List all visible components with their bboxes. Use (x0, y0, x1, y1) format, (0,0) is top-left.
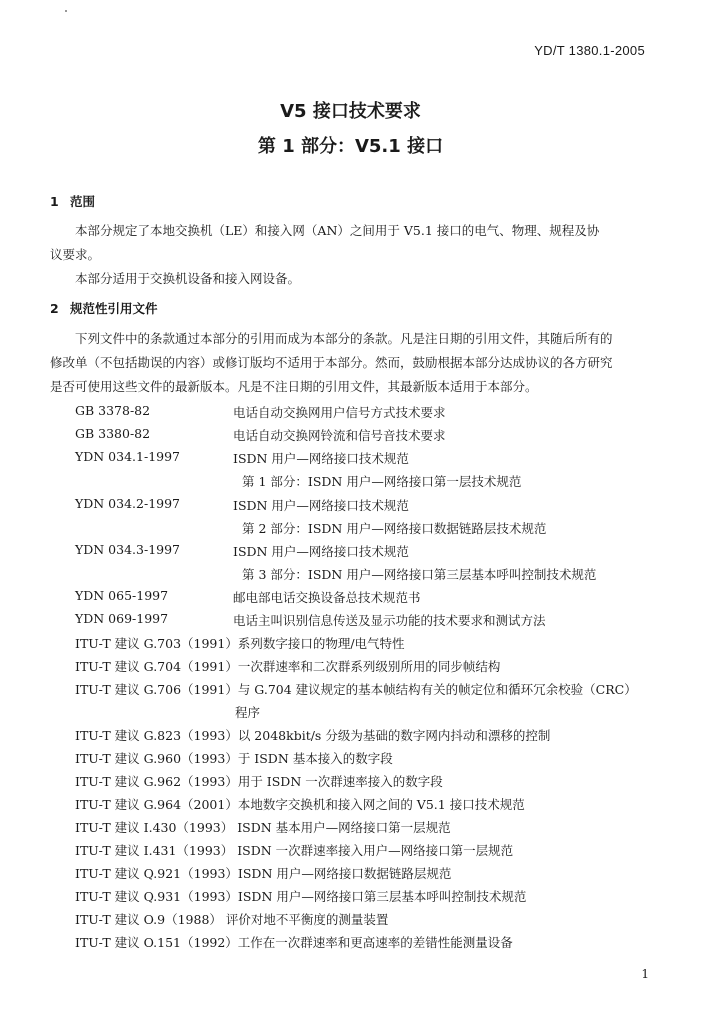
reference-title: 电话主叫识别信息传送及显示功能的技术要求和测试方法 (233, 613, 546, 628)
standard-number: YD/T 1380.1-2005 (534, 43, 645, 58)
reference-code: YDN 034.2-1997 (75, 496, 181, 511)
reference-code: YDN 034.1-1997 (75, 449, 181, 464)
reference-code: GB 3378-82 (75, 403, 151, 418)
document-title: V5 接口技术要求 (280, 101, 421, 122)
reference-code: YDN 069-1997 (75, 611, 169, 626)
itu-reference: ITU-T 建议 O.151（1992）工作在一次群速率和更高速率的差错性能测量设备 (75, 935, 513, 950)
scan-speck (65, 10, 67, 12)
itu-reference: ITU-T 建议 G.706（1991）与 G.704 建议规定的基本帧结构有关的帧定位和循环冗余校验（CRC） (75, 682, 637, 697)
reference-code: YDN 034.3-1997 (75, 542, 181, 557)
itu-reference: ITU-T 建议 I.430（1993） ISDN 基本用户—网络接口第一层规范 (75, 820, 451, 835)
itu-reference: ITU-T 建议 Q.921（1993）ISDN 用户—网络接口数据链路层规范 (75, 866, 452, 881)
itu-reference: ITU-T 建议 Q.931（1993）ISDN 用户—网络接口第三层基本呼叫控制技术规范 (75, 889, 527, 904)
reference-code: GB 3380-82 (75, 426, 151, 441)
reference-title: 电话自动交换网用户信号方式技术要求 (233, 405, 446, 420)
itu-reference: ITU-T 建议 G.962（1993）用于 ISDN 一次群速率接入的数字段 (75, 774, 443, 789)
section-1-heading (50, 192, 95, 210)
itu-reference: ITU-T 建议 O.9（1988） 评价对地不平衡度的测量装置 (75, 912, 389, 927)
reference-title: ISDN 用户—网络接口技术规范 (233, 451, 409, 466)
itu-reference-continuation: 程序 (235, 705, 261, 720)
itu-reference: ITU-T 建议 G.704（1991）一次群速率和二次群系列级别所用的同步帧结构 (75, 659, 501, 674)
reference-title: 邮电部电话交换设备总技术规范书 (233, 590, 421, 605)
itu-reference: ITU-T 建议 I.431（1993） ISDN 一次群速率接入用户—网络接口第一层规范 (75, 843, 514, 858)
reference-title: ISDN 用户—网络接口技术规范 (233, 544, 409, 559)
reference-title: ISDN 用户—网络接口技术规范 (233, 498, 409, 513)
references-intro-line: 下列文件中的条款通过本部分的引用而成为本部分的条款。凡是注日期的引用文件，其随后所有的 (75, 331, 613, 346)
section-number: 1 (50, 194, 59, 209)
document-subtitle: 第 1 部分：V5.1 接口 (257, 136, 444, 157)
itu-reference: ITU-T 建议 G.703（1991）系列数字接口的物理/电气特性 (75, 636, 405, 651)
section-2-heading (50, 299, 158, 317)
reference-subtitle: 第 2 部分：ISDN 用户—网络接口数据链路层技术规范 (242, 521, 547, 536)
reference-subtitle: 第 1 部分：ISDN 用户—网络接口第一层技术规范 (242, 474, 522, 489)
scope-paragraph-line: 议要求。 (50, 247, 101, 262)
itu-reference: ITU-T 建议 G.823（1993）以 2048kbit/s 分级为基础的数字网内抖动和漂移的控制 (75, 728, 551, 743)
reference-subtitle: 第 3 部分：ISDN 用户—网络接口第三层基本呼叫控制技术规范 (242, 567, 597, 582)
page-number: 1 (641, 967, 649, 981)
references-intro-line: 修改单（不包括勘误的内容）或修订版均不适用于本部分。然而，鼓励根据本部分达成协议的各方研究 (50, 355, 613, 370)
itu-reference: ITU-T 建议 G.960（1993）于 ISDN 基本接入的数字段 (75, 751, 393, 766)
scope-paragraph: 本部分适用于交换机设备和接入网设备。 (75, 271, 301, 286)
reference-code: YDN 065-1997 (75, 588, 169, 603)
section-title: 规范性引用文件 (70, 301, 158, 316)
section-title: 范围 (70, 194, 96, 209)
itu-reference: ITU-T 建议 G.964（2001）本地数字交换机和接入网之间的 V5.1 接口技术规范 (75, 797, 525, 812)
references-intro-line: 是否可使用这些文件的最新版本。凡是不注日期的引用文件，其最新版本适用于本部分。 (50, 379, 538, 394)
section-number: 2 (50, 301, 59, 316)
reference-title: 电话自动交换网铃流和信号音技术要求 (233, 428, 446, 443)
scope-paragraph-line: 本部分规定了本地交换机（LE）和接入网（AN）之间用于 V5.1 接口的电气、物理、规程及协 (75, 223, 600, 238)
